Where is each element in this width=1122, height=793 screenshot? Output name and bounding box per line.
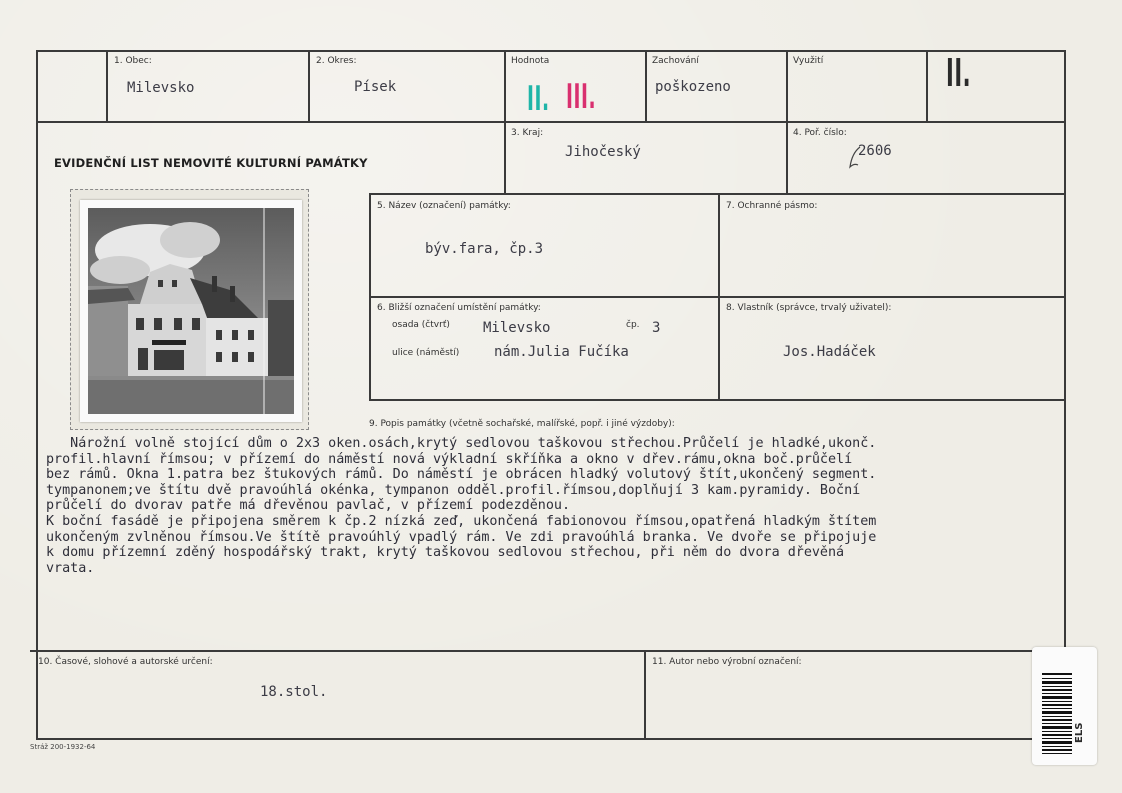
obec-value: Milevsko: [127, 80, 195, 96]
divider: [308, 50, 310, 121]
por-cislo-value: 2606: [858, 143, 892, 159]
left-border: [36, 50, 38, 738]
umisteni-label: 6. Bližší označení umístění památky:: [377, 303, 541, 313]
popis-line: průčelí do dvorav patře má dřevěnou pavlač, v přízemí podezděnou.: [46, 498, 571, 514]
zachovani-value: poškozeno: [655, 79, 731, 95]
class-mark: II.: [946, 51, 972, 95]
obec-label: 1. Obec:: [114, 56, 152, 66]
barcode-label: [1032, 647, 1097, 765]
ulice-label: ulice (náměstí): [392, 348, 460, 358]
popis-line: profil.hlavní římsou; v přízemí do náměstí nová výkladní skříňka a okno v dřev.rámu,okna boč.průčelí: [46, 451, 853, 467]
hodnota-mark-cyan: II.: [527, 79, 550, 119]
cp-label: čp.: [626, 320, 640, 330]
popis-line: bez rámů. Okna 1.patra bez štukových rámů. Do náměstí je obrácen hladký volutový štít,ukončený segment.: [46, 467, 877, 483]
osada-value: Milevsko: [483, 320, 551, 336]
building-photo-image: [80, 200, 302, 422]
divider: [369, 296, 1066, 298]
monument-photo: [80, 200, 302, 422]
popis-line: K boční fasádě je připojena směrem k čp.2 nízká zeď, ukončená fabionovou římsou,opatřená hladkým štítem: [46, 513, 877, 529]
vlastnik-value: Jos.Hadáček: [783, 344, 876, 360]
popis-label: 9. Popis památky (včetně sochařské, malířské, popř. i jiné výzdoby):: [369, 419, 675, 429]
top-border: [36, 50, 1066, 52]
autor-label: 11. Autor nebo výrobní označení:: [652, 657, 802, 667]
cp-value: 3: [652, 320, 661, 336]
popis-line: Nárožní volně stojící dům o 2x3 oken.osách,krytý sedlovou taškovou střechou.Průčelí je hladké,ukonč.: [46, 436, 877, 451]
divider: [926, 50, 928, 121]
divider: [645, 50, 647, 121]
divider: [30, 650, 1066, 652]
okres-value: Písek: [354, 79, 397, 95]
hodnota-mark-pink: III.: [566, 77, 597, 117]
divider: [644, 650, 646, 738]
kraj-value: Jihočeský: [565, 144, 641, 160]
nazev-label: 5. Název (označení) památky:: [377, 201, 511, 211]
bottom-border: [36, 738, 1066, 740]
zachovani-label: Zachování: [652, 56, 699, 66]
popis-line: ukončeným zvlněnou římsou.Ve štítě pravoúhlý vpadlý rám. Ve zdi pravoúhlá branka. Ve dvoře se připojuje: [46, 529, 877, 545]
popis-line: k domu přízemní zděný hospodářský trakt, krytý taškovou sedlovou střechou, při něm do dvora dřevěná: [46, 545, 845, 561]
divider: [369, 399, 1066, 401]
popis-line: vrata.: [46, 560, 95, 576]
divider: [504, 121, 1066, 123]
ulice-value: nám.Julia Fučíka: [494, 344, 629, 360]
okres-label: 2. Okres:: [316, 56, 357, 66]
osada-label: osada (čtvrť): [392, 320, 450, 330]
kraj-label: 3. Kraj:: [511, 128, 544, 138]
print-code: Stráž 200-1932-64: [30, 743, 96, 751]
vyuziti-label: Využití: [793, 56, 824, 66]
right-border: [1064, 50, 1066, 738]
por-cislo-label: 4. Poř. číslo:: [793, 128, 847, 138]
barcode-text: ELS: [1074, 722, 1085, 743]
popis-line: tympanonem;ve štítu dvě pravoúhlá okénka, tympanon odděl.profil.římsou,doplňují 3 kam.pyramidy. Boční: [46, 482, 861, 498]
casove-label: 10. Časové, slohové a autorské určení:: [38, 657, 213, 667]
form-title: EVIDENČNÍ LIST NEMOVITÉ KULTURNÍ PAMÁTKY: [54, 156, 368, 170]
checkmark-pen-icon: [846, 145, 864, 171]
ochranne-pasmo-label: 7. Ochranné pásmo:: [726, 201, 818, 211]
popis-text: [46, 436, 1086, 576]
barcode-icon: [1032, 647, 1097, 765]
nazev-value: býv.fara, čp.3: [425, 241, 544, 257]
casove-value: 18.stol.: [260, 684, 328, 700]
vlastnik-label: 8. Vlastník (správce, trvalý uživatel):: [726, 303, 892, 313]
hodnota-label: Hodnota: [511, 56, 550, 66]
divider: [106, 50, 108, 121]
